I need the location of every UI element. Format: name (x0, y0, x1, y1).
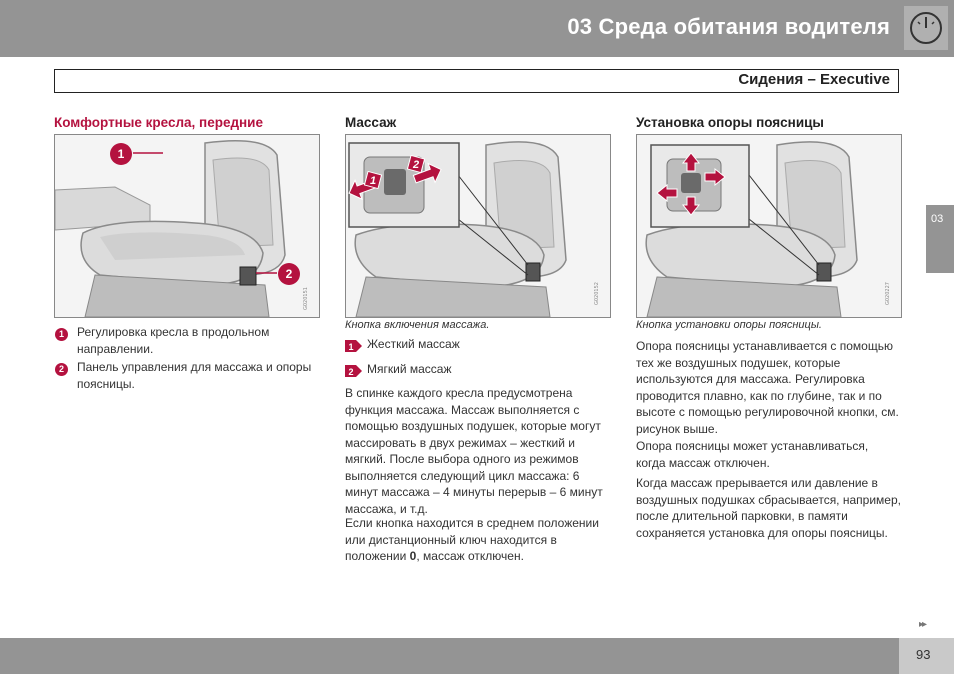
massage-paragraph-2-text: Если кнопка находится в среднем положении или дистанционный ключ находится в положении (345, 516, 599, 563)
right-column-title: Установка опоры поясницы (636, 115, 824, 130)
mode-1-marker (345, 340, 362, 352)
svg-text:1: 1 (348, 342, 354, 352)
massage-callout-2: 2 (412, 159, 420, 171)
figure-code: G020227 (885, 282, 891, 305)
list-marker-1: 1 (55, 328, 68, 341)
massage-paragraph-2 (345, 515, 610, 565)
lumbar-caption: Кнопка установки опоры поясницы. (636, 319, 822, 331)
callout-1-label: 1 (117, 147, 125, 161)
svg-text:2: 2 (348, 367, 354, 377)
callout-2-label: 2 (285, 267, 293, 281)
massage-callout-1: 1 (369, 175, 377, 187)
lumbar-paragraph-1: Опора поясницы устанавливается с помощью тех же воздушных подушек, которые используются для массажа. Регулировка проводится плавно, как по глубине, так и по высоте с помощью регулировочной кнопки, см. рисунок выше. (636, 339, 899, 436)
middle-column-title: Массаж (345, 115, 397, 130)
list-marker-2: 2 (55, 363, 68, 376)
left-column-title: Комфортные кресла, передние (54, 115, 263, 130)
lumbar-figure (636, 134, 902, 318)
header-bar (0, 0, 954, 57)
key-position-zero: 0 (409, 549, 417, 563)
chapter-title: 03 Среда обитания водителя (567, 14, 890, 39)
lumbar-paragraph-3: Когда массаж прерывается или давление в воздушных подушках сбрасывается, например, после длительной парковки, в памяти сохраняется установка для опоры поясницы. (636, 476, 901, 540)
massage-paragraph-2-end: , массаж отключен. (416, 549, 524, 563)
massage-paragraph-1: В спинке каждого кресла предусмотрена функция массажа. Массаж выполняется с помощью воздушных подушек, которые могут массировать в двух режимах – жесткий и мягкий. После выбора одного из режимов выполняется следующий цикл массажа: 6 минут массажа – 4 минуты перерыв – 6 минут массажа, и т.д. (345, 386, 603, 516)
massage-mode-2-text: Мягкий массаж (367, 362, 452, 376)
footer-bar (0, 638, 954, 674)
massage-mode-1-text: Жесткий массаж (367, 337, 460, 351)
left-item-2-text: Панель управления для массажа и опоры поясницы. (77, 360, 312, 391)
lumbar-paragraph-2: Опора поясницы может устанавливаться, когда массаж отключен. (636, 439, 869, 470)
seat-overview-figure (54, 134, 320, 318)
left-item-1-text: Регулировка кресла в продольном направлении. (77, 325, 270, 356)
page-number: 93 (916, 647, 931, 662)
chapter-side-tab[interactable] (926, 205, 954, 273)
speedometer-icon (904, 6, 948, 50)
double-arrow-right-icon[interactable]: ▸▸ (919, 619, 926, 630)
section-header (54, 69, 899, 93)
figure-code: G020152 (594, 282, 600, 305)
mode-2-marker (345, 365, 362, 377)
massage-caption: Кнопка включения массажа. (345, 319, 490, 331)
figure-code: G020151 (303, 287, 309, 310)
side-tab-label: 03 (931, 213, 944, 225)
massage-figure (345, 134, 611, 318)
section-title: Сидения – Executive (738, 71, 890, 88)
